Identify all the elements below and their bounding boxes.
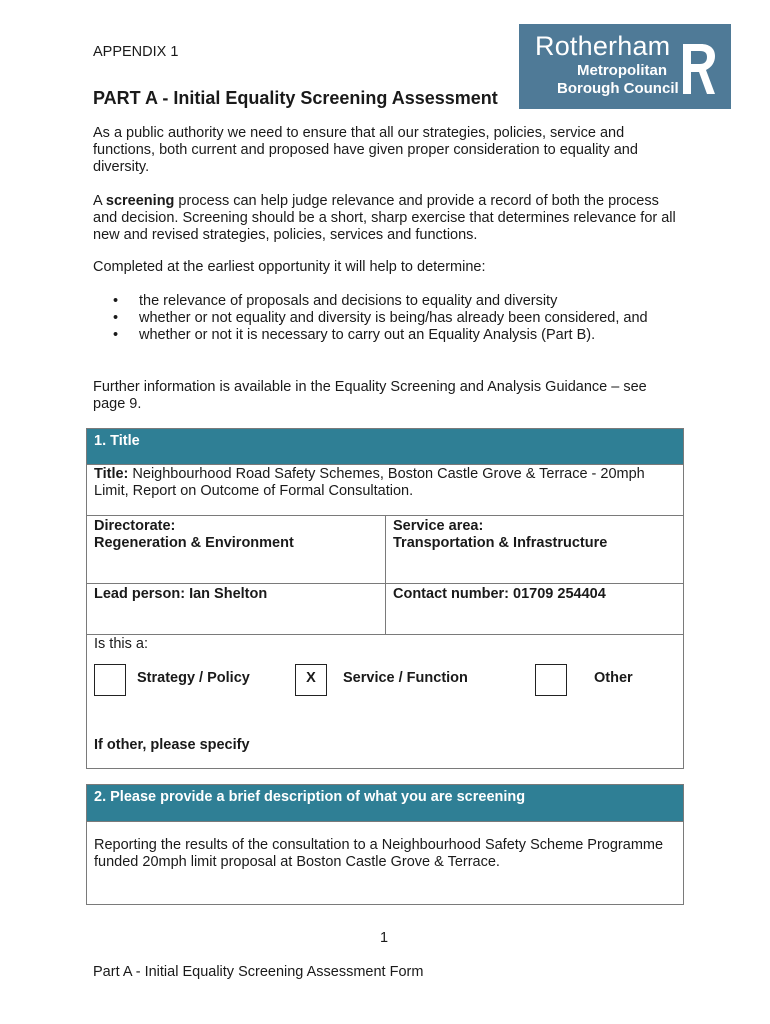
logo-line-1: Rotherham: [535, 31, 671, 61]
service-function-checkbox[interactable]: X: [295, 664, 327, 696]
if-other-label: If other, please specify: [94, 737, 250, 753]
strategy-policy-checkbox[interactable]: [94, 664, 126, 696]
contact-number-field: [386, 583, 683, 634]
section-2-box: [86, 784, 684, 905]
service-area-label: Service area:: [393, 518, 484, 534]
section-1-box: [86, 428, 684, 769]
bullet-item: • whether or not equality and diversity is being/has already been considered, and: [113, 310, 683, 327]
directorate-value: Regeneration & Environment: [94, 535, 294, 551]
logo-line-2: Metropolitan: [577, 62, 667, 79]
intro-paragraph-2: [93, 193, 683, 244]
section-2-header: 2. Please provide a brief description of what you are screening: [87, 785, 683, 821]
intro-paragraph-4: Further information is available in the Equality Screening and Analysis Guidance – see page 9.: [93, 379, 647, 412]
directorate-label: Directorate:: [94, 518, 176, 534]
page-title: PART A - Initial Equality Screening Assessment: [93, 88, 498, 108]
service-function-label: Service / Function: [343, 670, 468, 686]
lead-person-field: [87, 583, 386, 634]
strategy-policy-label: Strategy / Policy: [137, 670, 250, 686]
title-value: Neighbourhood Road Safety Schemes, Boston Castle Grove & Terrace - 20mph Limit, Report on Outcome of Formal Consultation.: [94, 466, 645, 499]
other-label: Other: [594, 670, 633, 686]
type-selection-area: [87, 634, 683, 768]
is-this-a-label: Is this a:: [94, 636, 148, 652]
logo-line-3: Borough Council: [557, 80, 679, 97]
lead-person: Lead person: Ian Shelton: [94, 586, 268, 602]
logo-r-mark-icon: [679, 38, 717, 100]
title-field: [87, 464, 683, 515]
appendix-label: APPENDIX 1: [93, 44, 179, 60]
footer-form-name: Part A - Initial Equality Screening Assessment Form: [93, 964, 424, 980]
rotherham-logo: [519, 24, 731, 109]
directorate-field: [87, 515, 386, 583]
p2-prefix: A: [93, 193, 106, 209]
intro-bullet-list: [113, 293, 683, 344]
service-area-field: [386, 515, 683, 583]
p2-bold-word: screening: [105, 193, 175, 209]
intro-paragraph-1: As a public authority we need to ensure that all our strategies, policies, service and functions, both current and proposed have given proper consideration to equality and diversity.: [93, 125, 638, 175]
title-label: Title:: [94, 466, 129, 482]
intro-paragraph-3: Completed at the earliest opportunity it will help to determine:: [93, 259, 486, 275]
service-area-value: Transportation & Infrastructure: [393, 535, 608, 551]
bullet-item: • the relevance of proposals and decisions to equality and diversity: [113, 293, 683, 310]
page-number: 1: [380, 930, 389, 946]
section-2-body: Reporting the results of the consultation to a Neighbourhood Safety Scheme Programme funded 20mph limit proposal at Boston Castle Grove & Terrace.: [87, 821, 683, 904]
contact-number: Contact number: 01709 254404: [393, 586, 606, 602]
section-1-header: 1. Title: [87, 429, 683, 464]
p2-rest: process can help judge relevance and provide a record of both the process and decision. Screening should be a short, sharp exercise that determines relevance for all new and revised strategies, policies, services and functions.: [93, 193, 676, 243]
other-checkbox[interactable]: [535, 664, 567, 696]
bullet-item: • whether or not it is necessary to carry out an Equality Analysis (Part B).: [113, 327, 683, 344]
